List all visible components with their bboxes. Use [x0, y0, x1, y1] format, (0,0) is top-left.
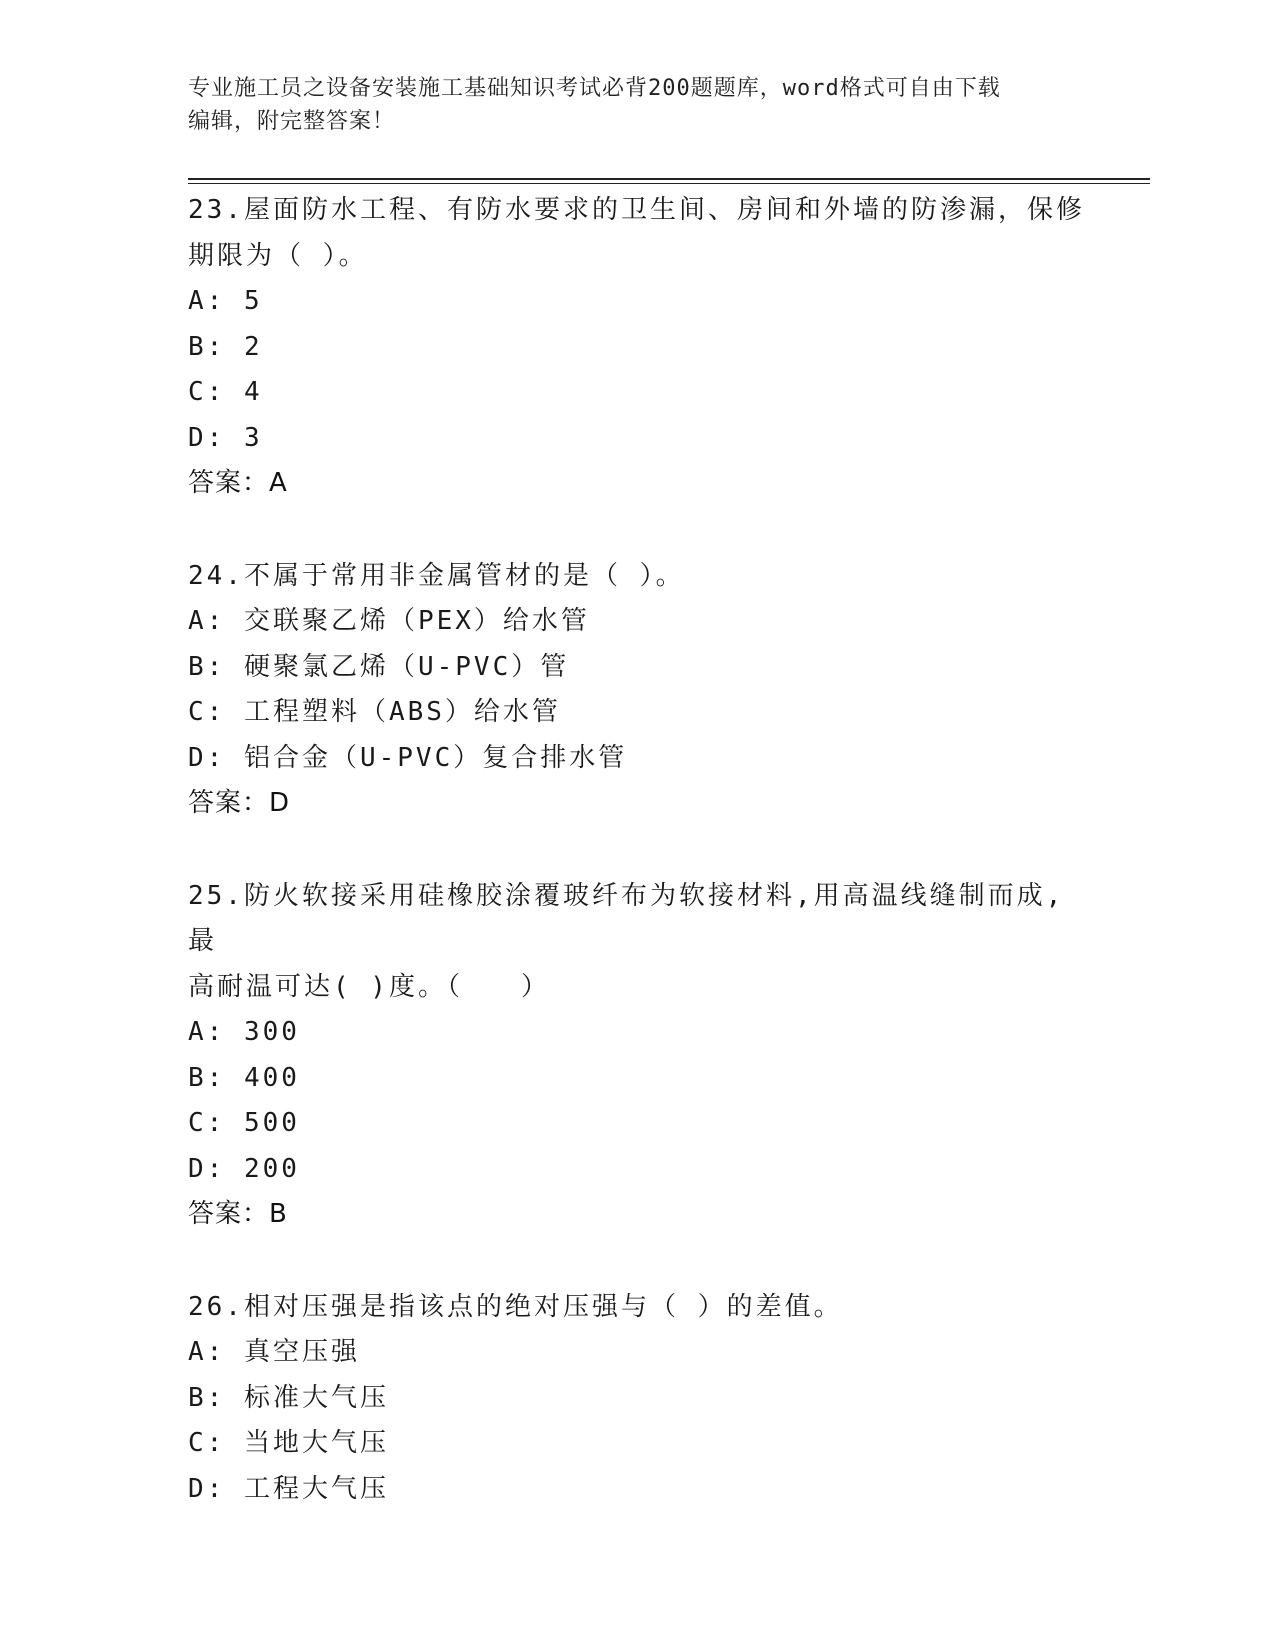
header-line-1: 专业施工员之设备安装施工基础知识考试必背200题题库，word格式可自由下载	[188, 76, 1001, 101]
question-25	[188, 874, 1088, 1238]
question-stem-line: 26.相对压强是指该点的绝对压强与（ ）的差值。	[188, 1291, 843, 1322]
option-c: C: 当地大气压	[188, 1428, 389, 1458]
question-23	[188, 188, 1088, 507]
answer-line: 答案：B	[188, 1199, 288, 1229]
option-a: A: 交联聚乙烯（PEX）给水管	[188, 606, 590, 636]
option-d: D: 工程大气压	[188, 1473, 389, 1504]
option-b: B: 标准大气压	[188, 1382, 389, 1413]
question-24	[188, 554, 1088, 827]
option-a: A: 300	[188, 1017, 300, 1047]
question-26	[188, 1285, 1088, 1513]
option-c: C: 500	[188, 1108, 300, 1138]
question-stem-line: 23.屋面防水工程、有防水要求的卫生间、房间和外墙的防渗漏，保修	[188, 195, 1085, 225]
document-header	[188, 72, 1088, 138]
header-line-2: 编辑，附完整答案！	[188, 109, 396, 134]
header-divider-thin	[188, 183, 1150, 184]
header-divider-thick	[188, 178, 1150, 180]
option-b: B: 2	[188, 331, 263, 362]
question-stem-line: 高耐温可达( )度。（ ）	[188, 971, 550, 1002]
option-d: D: 铝合金（U-PVC）复合排水管	[188, 742, 628, 773]
option-b: B: 400	[188, 1062, 300, 1093]
option-a: A: 真空压强	[188, 1337, 360, 1367]
question-stem-line: 24.不属于常用非金属管材的是（ ）。	[188, 560, 685, 591]
question-stem-line: 期限为（ ）。	[188, 240, 368, 271]
option-a: A: 5	[188, 286, 263, 316]
question-stem-line: 25.防火软接采用硅橡胶涂覆玻纤布为软接材料,用高温线缝制而成,最	[188, 880, 1065, 956]
answer-line: 答案：D	[188, 788, 291, 818]
option-d: D: 3	[188, 422, 263, 453]
option-b: B: 硬聚氯乙烯（U-PVC）管	[188, 651, 570, 682]
option-c: C: 工程塑料（ABS）给水管	[188, 697, 561, 727]
option-d: D: 200	[188, 1153, 300, 1184]
answer-line: 答案：A	[188, 468, 288, 498]
question-list	[188, 188, 1088, 1559]
option-c: C: 4	[188, 377, 263, 407]
